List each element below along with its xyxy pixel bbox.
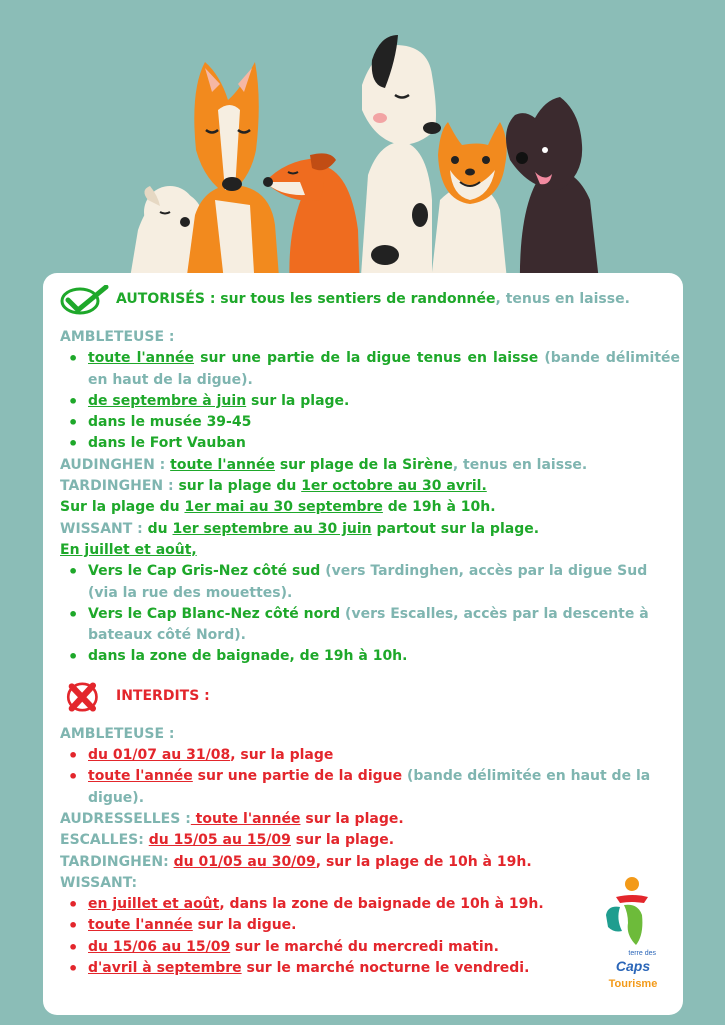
- forbidden-heading-text: INTERDITS :: [116, 688, 210, 705]
- list-item: • dans le musée 39-45: [88, 412, 680, 433]
- shiba-dog: [430, 122, 508, 290]
- forbidden-tardinghen: TARDINGHEN: du 01/05 au 30/09, sur la plage de 10h à 19h.: [60, 853, 532, 870]
- spotted-dog: [360, 35, 441, 290]
- allowed-summer: En juillet et août,: [60, 541, 197, 558]
- dark-dog: [506, 97, 600, 290]
- allowed-tardinghen: TARDINGHEN : sur la plage du 1er octobre au 30 avril.: [60, 478, 487, 495]
- logo-brand-text: Caps: [615, 958, 651, 974]
- terre-des-caps-logo: [598, 875, 668, 995]
- orange-dog: [185, 62, 280, 290]
- list-item: • toute l'année sur une partie de la digue tenus en laisse (bande délimitée en haut de la digue).: [88, 348, 680, 391]
- rules-content: [60, 285, 680, 979]
- forbidden-ambleteuse-item-2: • toute l'année sur une partie de la digue (bande délimitée en haut de la digue).: [68, 767, 651, 806]
- allowed-ambleteuse-list: [60, 348, 680, 454]
- logo-small-text: terre des: [628, 950, 656, 957]
- allowed-audinghen: AUDINGHEN : toute l'année sur plage de la Sirène, tenus en laisse.: [60, 456, 588, 473]
- list-item: • dans la zone de baignade, de 19h à 10h.: [88, 646, 680, 667]
- allowed-wissant: WISSANT : du 1er septembre au 30 juin partout sur la plage.: [60, 520, 540, 537]
- forbidden-escalles: ESCALLES: du 15/05 au 15/09 sur la plage.: [60, 832, 395, 849]
- list-item: • d'avril à septembre sur le marché nocturne le vendredi.: [88, 958, 680, 979]
- forbidden-heading: [60, 682, 680, 712]
- allowed-heading: [60, 285, 680, 315]
- forbidden-wissant-list: [60, 894, 680, 979]
- forbidden-ambleteuse-label: AMBLETEUSE :: [60, 725, 175, 742]
- list-item: • de septembre à juin sur la plage.: [88, 391, 680, 412]
- list-item: • Vers le Cap Blanc-Nez côté nord (vers Escalles, accès par la descente à bateaux côté Nord).: [88, 604, 680, 647]
- allowed-summer-list: [60, 561, 680, 667]
- forbidden-wissant-label: WISSANT:: [60, 874, 138, 891]
- list-item: • Vers le Cap Gris-Nez côté sud (vers Tardinghen, accès par la digue Sud (via la rue des mouettes).: [88, 561, 680, 604]
- logo-sub-text: Tourisme: [608, 978, 658, 990]
- dogs-group-illustration: [0, 0, 725, 290]
- forbidden-audresselles: AUDRESSELLES : toute l'année sur la plage.: [60, 810, 404, 827]
- allowed-tardinghen-2: Sur la plage du 1er mai au 30 septembre de 19h à 10h.: [60, 499, 496, 516]
- allowed-heading-text: AUTORISÉS : sur tous les sentiers de randonnée: [116, 291, 496, 308]
- list-item: • dans le Fort Vauban: [88, 433, 680, 454]
- check-icon: [60, 285, 110, 315]
- cross-icon: [60, 682, 110, 712]
- list-item: • du 15/06 au 15/09 sur le marché du mercredi matin.: [88, 937, 680, 958]
- allowed-ambleteuse-label: AMBLETEUSE :: [60, 329, 175, 345]
- allowed-heading-note: , tenus en laisse.: [495, 291, 630, 308]
- list-item: • du 01/07 au 31/08, sur la plage: [88, 745, 680, 766]
- forbidden-ambleteuse-list: [60, 745, 680, 766]
- logo-mark-icon: [598, 875, 668, 955]
- list-item: • toute l'année sur la digue.: [88, 915, 680, 936]
- list-item: • en juillet et août, dans la zone de baignade de 10h à 19h.: [88, 894, 680, 915]
